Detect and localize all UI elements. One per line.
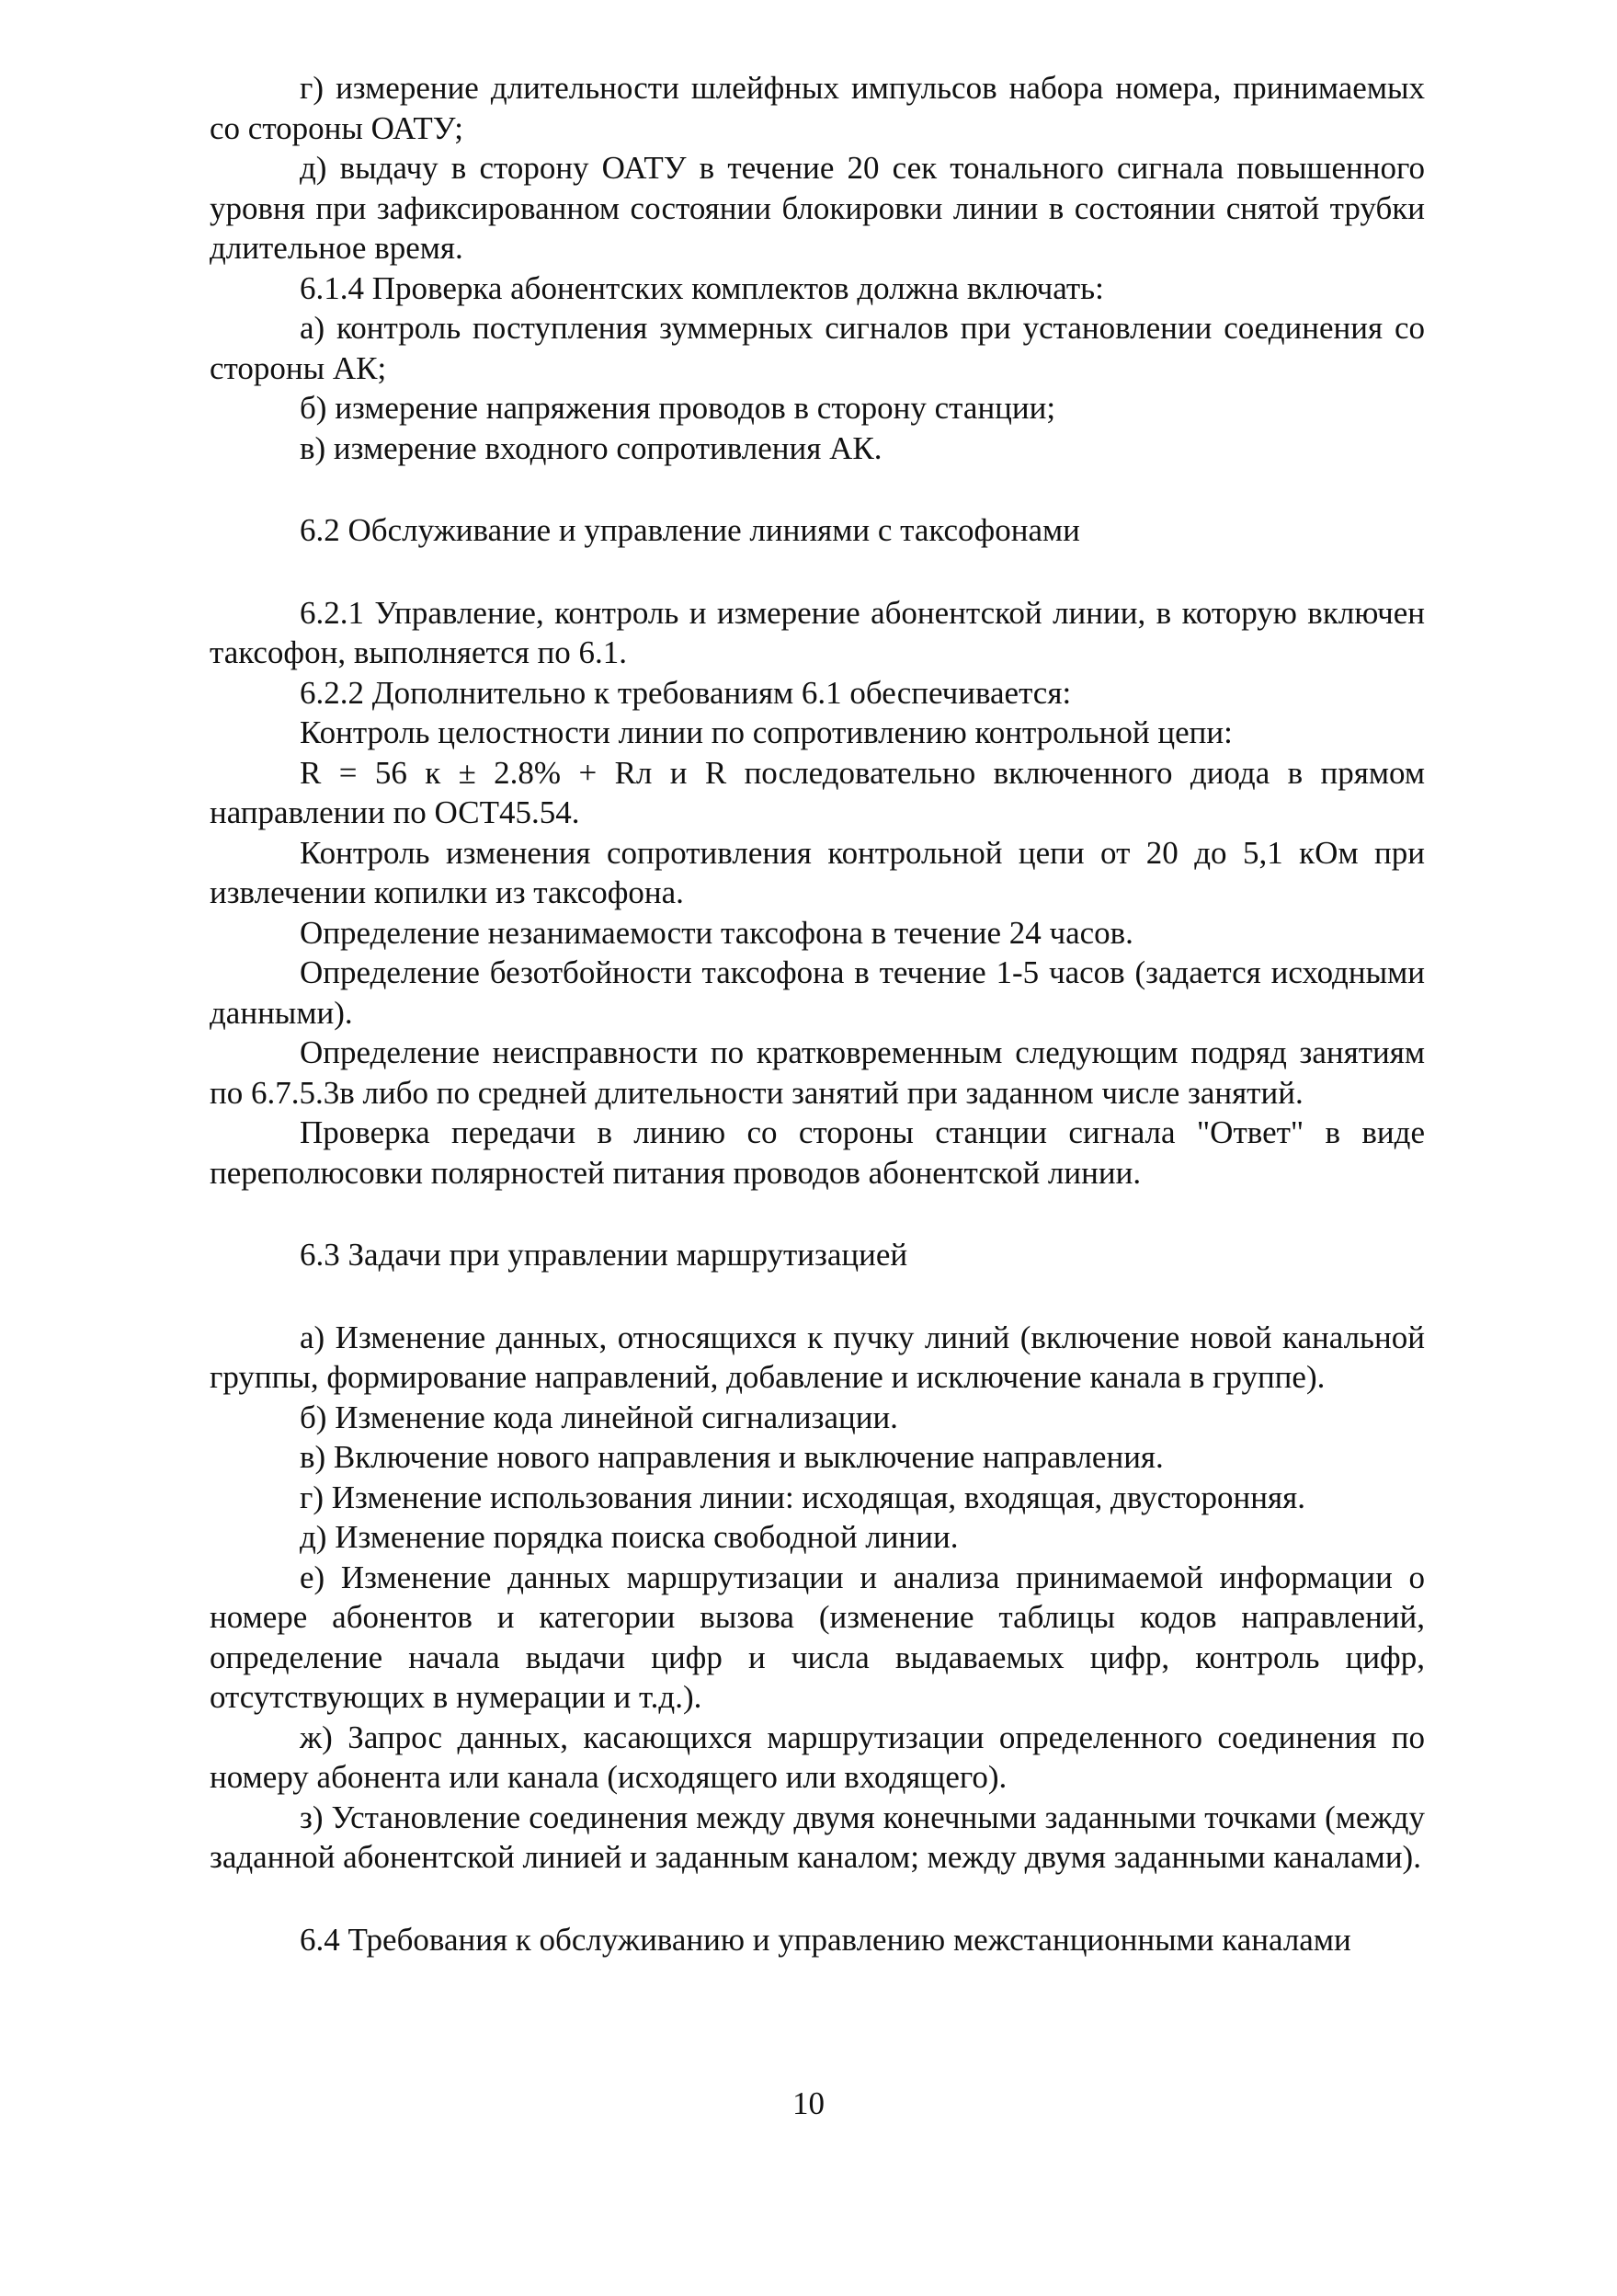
list-item-e: е) Изменение данных маршрутизации и анализа принимаемой информации о номере абонентов и категории вызова (изменение таблицы кодов направлений, определение начала выдачи цифр и числа выдаваемых цифр, контроль цифр, отсутствующих в нумерации и т.д.). [210, 1559, 1425, 1715]
spacer [210, 468, 1425, 510]
section-heading-6-2: 6.2 Обслуживание и управление линиями с таксофонами [300, 512, 1080, 548]
list-item-zh: ж) Запрос данных, касающихся маршрутизации определенного соединения по номеру абонента или канала (исходящего или входящего). [210, 1719, 1425, 1795]
paragraph-line-interval: г) измерение длительности шлейфных импульсов набора номера, принимаемых со стороны ОАТУ; [210, 70, 1425, 146]
list-item-a: а) Изменение данных, относящихся к пучку линий (включение новой канальной группы, формирование направлений, добавление и исключение канала в группе). [210, 1319, 1425, 1395]
section-heading-6-3: 6.3 Задачи при управлении маршрутизацией [300, 1237, 908, 1273]
paragraph-6-2-1: 6.2.1 Управление, контроль и измерение абонентской линии, в которую включен таксофон, выполняется по 6.1. [210, 594, 1425, 670]
paragraph-answer-signal: Проверка передачи в линию со стороны станции сигнала "Ответ" в виде переполюсовки полярностей питания проводов абонентской линии. [210, 1114, 1425, 1191]
paragraph-resistance-formula: R = 56 к ± 2.8% + Rл и R последовательно включенного диода в прямом направлении по ОСТ45.54. [210, 754, 1425, 830]
paragraph-unoccupied: Определение незанимаемости таксофона в течение 24 часов. [300, 914, 1133, 951]
paragraph-6-2-2: 6.2.2 Дополнительно к требованиям 6.1 обеспечивается: [300, 674, 1072, 711]
paragraph-resistance-change: Контроль изменения сопротивления контрольной цепи от 20 до 5,1 кОм при извлечении копилки из таксофона. [210, 834, 1425, 910]
document-page [210, 68, 1425, 1959]
list-item-z: з) Установление соединения между двумя конечными заданными точками (между заданной абонентской линией и заданным каналом; между двумя заданными каналами). [210, 1799, 1425, 1875]
spacer [210, 551, 1425, 593]
list-item-b: б) Изменение кода линейной сигнализации. [300, 1399, 898, 1435]
paragraph-6-1-4: 6.1.4 Проверка абонентских комплектов должна включать: [300, 269, 1104, 306]
list-item-v: в) Включение нового направления и выключение направления. [300, 1439, 1164, 1475]
list-item-g: г) Изменение использования линии: исходящая, входящая, двусторонняя. [300, 1479, 1305, 1515]
paragraph-tone-signal: д) выдачу в сторону ОАТУ в течение 20 сек тонального сигнала повышенного уровня при зафиксированном состоянии блокировки линии в состоянии снятой трубки длительное время. [210, 150, 1425, 266]
paragraph-voltage: б) измерение напряжения проводов в сторону станции; [300, 390, 1056, 426]
paragraph-input-resistance: в) измерение входного сопротивления АК. [300, 429, 883, 466]
paragraph-malfunction: Определение неисправности по кратковременным следующим подряд занятиям по 6.7.5.3в либо по средней длительности занятий при заданном числе занятий. [210, 1034, 1425, 1111]
page-number: 10 [792, 2085, 825, 2121]
paragraph-integrity-control: Контроль целостности линии по сопротивлению контрольной цепи: [300, 714, 1233, 750]
spacer [210, 1275, 1425, 1318]
list-item-d: д) Изменение порядка поиска свободной линии. [300, 1519, 959, 1555]
paragraph-no-hangup: Определение безотбойности таксофона в течение 1-5 часов (задается исходными данными). [210, 954, 1425, 1031]
paragraph-buzzer-control: а) контроль поступления зуммерных сигналов при установлении соединения со стороны АК; [210, 310, 1425, 386]
spacer [210, 1193, 1425, 1235]
spacer [210, 1878, 1425, 1920]
section-heading-6-4: 6.4 Требования к обслуживанию и управлению межстанционными каналами [300, 1921, 1351, 1958]
